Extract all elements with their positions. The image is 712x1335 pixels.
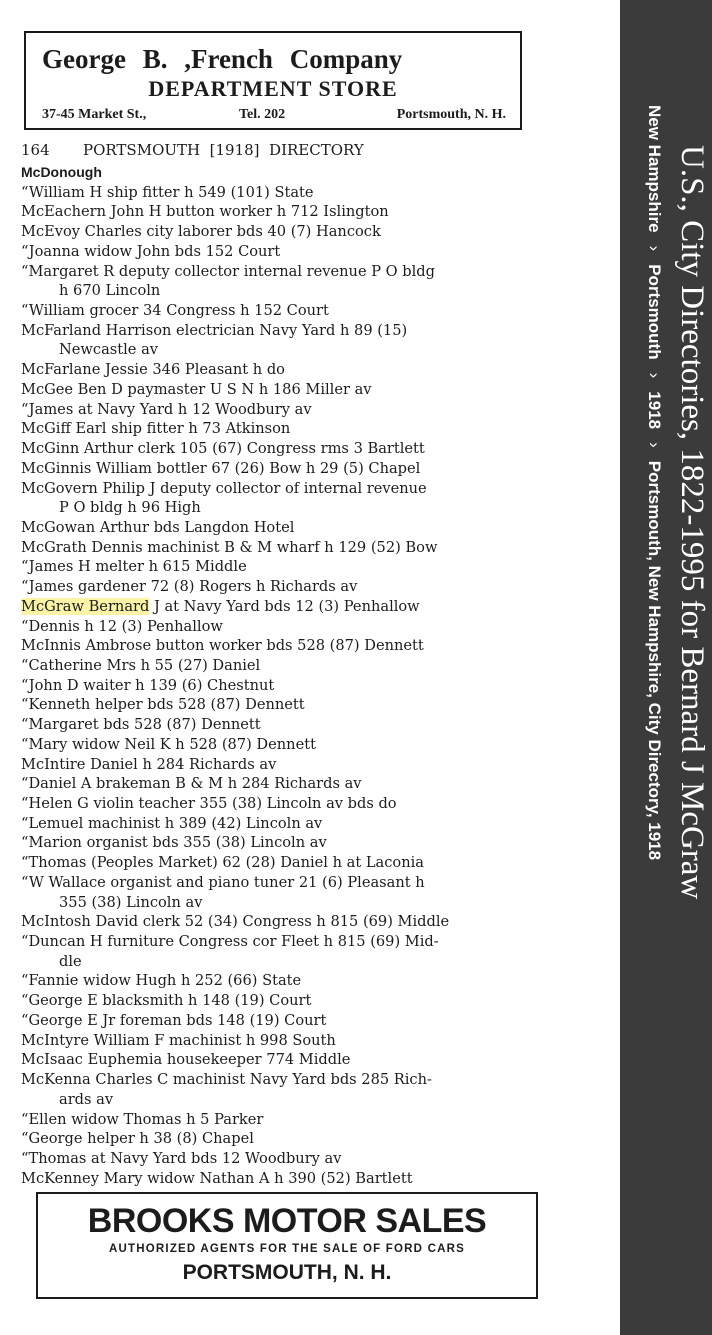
entry-text: Newcastle av [59, 341, 159, 359]
entry-text: “Dennis h 12 (3) Penhallow [21, 617, 223, 635]
directory-entry [21, 1011, 548, 1031]
entry-text: McGee Ben D paymaster U S N h 186 Miller av [21, 380, 372, 398]
entry-text: “Thomas at Navy Yard bds 12 Woodbury av [21, 1149, 342, 1167]
brooks-motor-advertisement [36, 1192, 538, 1299]
entry-text: McEvoy Charles city laborer bds 40 (7) Hancock [21, 223, 381, 241]
directory-entry [21, 557, 548, 577]
directory-entry [21, 340, 548, 360]
ad-address: 37-45 Market St., [42, 107, 147, 122]
directory-entry [21, 400, 548, 420]
breadcrumb [642, 105, 666, 1075]
directory-entry [21, 1031, 548, 1051]
directory-entry [21, 636, 548, 656]
entry-text: “Thomas (Peoples Market) 62 (28) Daniel h at Laconia [21, 854, 424, 872]
directory-entry [21, 222, 548, 242]
entry-text: “George helper h 38 (8) Chapel [21, 1130, 254, 1148]
entry-text: McGiff Earl ship fitter h 73 Atkinson [21, 420, 291, 438]
entry-text: “George E blacksmith h 148 (19) Court [21, 992, 312, 1010]
ad-business-name: BROOKS MOTOR SALES [87, 1202, 487, 1240]
entry-text: “Mary widow Neil K h 528 (87) Dennett [21, 735, 316, 753]
highlighted-entry [21, 597, 548, 617]
directory-entry [21, 794, 548, 814]
breadcrumb-separator-icon: › [645, 442, 664, 448]
entry-text: McKenna Charles C machinist Navy Yard bds 285 Rich- [21, 1071, 432, 1089]
sidebar-rotated-text [642, 105, 712, 1075]
entry-text: “Duncan H furniture Congress cor Fleet h 815 (69) Mid- [21, 933, 439, 951]
directory-entry [21, 912, 548, 932]
directory-entry [21, 577, 548, 597]
entry-text: “Daniel A brakeman B & M h 284 Richards av [21, 775, 362, 793]
directory-entry [21, 617, 548, 637]
entry-text: “James H melter h 615 Middle [21, 558, 247, 576]
directory-entry [21, 538, 548, 558]
directory-entry [21, 774, 548, 794]
directory-entry [21, 360, 548, 380]
directory-entry [21, 202, 548, 222]
entry-text: McGinnis William bottler 67 (26) Bow h 29 (5) Chapel [21, 459, 421, 477]
french-company-advertisement [24, 31, 522, 130]
entry-text: McInnis Ambrose button worker bds 528 (87) Dennett [21, 637, 424, 655]
ad-store-type: DEPARTMENT STORE [148, 76, 398, 101]
entry-text: McKenney Mary widow Nathan A h 390 (52) Bartlett [21, 1169, 413, 1187]
entry-text: “Catherine Mrs h 55 (27) Daniel [21, 656, 261, 674]
breadcrumb-separator-icon: › [645, 372, 664, 379]
surname-heading [21, 163, 548, 183]
directory-entry [21, 695, 548, 715]
entry-text: McEachern John H button worker h 712 Islington [21, 203, 389, 221]
entry-text: “Fannie widow Hugh h 252 (66) State [21, 972, 302, 990]
entry-text: “W Wallace organist and piano tuner 21 (6) Pleasant h [21, 873, 425, 891]
ad-city: Portsmouth, N. H. [396, 107, 506, 122]
entry-text: “Margaret bds 528 (87) Dennett [21, 716, 261, 734]
directory-entry [21, 971, 548, 991]
search-match-highlight[interactable]: McGraw Bernard [21, 597, 150, 615]
directory-entry [21, 479, 548, 499]
directory-entry [21, 1149, 548, 1169]
entry-text: “George E Jr foreman bds 148 (19) Court [21, 1011, 327, 1029]
breadcrumb-link[interactable]: Portsmouth [645, 264, 664, 360]
directory-entry [21, 932, 548, 952]
ad-telephone: Tel. 202 [239, 107, 286, 122]
entry-text: ards av [59, 1090, 114, 1108]
directory-entry [21, 1169, 548, 1189]
entry-text: “James at Navy Yard h 12 Woodbury av [21, 400, 312, 418]
entry-text: “Margaret R deputy collector internal revenue P O bldg [21, 262, 435, 280]
entry-text: “James gardener 72 (8) Rogers h Richards av [21, 578, 358, 596]
directory-entry [21, 656, 548, 676]
directory-entry [21, 459, 548, 479]
entry-text: McGovern Philip J deputy collector of internal revenue [21, 479, 427, 497]
entry-text: McFarlane Jessie 346 Pleasant h do [21, 361, 285, 379]
breadcrumb-link[interactable]: 1918 [645, 391, 664, 430]
breadcrumb-link[interactable]: Portsmouth, New Hampshire, City Directory, 1918 [645, 460, 664, 861]
entry-text: McIsaac Euphemia housekeeper 774 Middle [21, 1051, 351, 1069]
entry-text: McFarland Harrison electrician Navy Yard h 89 (15) [21, 321, 408, 339]
entry-text: P O bldg h 96 High [59, 499, 201, 517]
directory-entry [21, 833, 548, 853]
entry-text: “Lemuel machinist h 389 (42) Lincoln av [21, 814, 323, 832]
directory-entry [21, 735, 548, 755]
directory-entry [21, 1070, 548, 1090]
directory-entry [21, 439, 548, 459]
entry-text: McGrath Dennis machinist B & M wharf h 129 (52) Bow [21, 538, 438, 556]
breadcrumb-separator-icon: › [645, 245, 664, 252]
directory-entry [21, 1129, 548, 1149]
directory-entry [21, 676, 548, 696]
directory-entry [21, 1050, 548, 1070]
directory-entry [21, 183, 548, 203]
directory-entry [21, 321, 548, 341]
entry-text: “William H ship fitter h 549 (101) State [21, 183, 314, 201]
entry-text: J at Navy Yard bds 12 (3) Penhallow [149, 597, 420, 615]
ad-location: PORTSMOUTH, N. H. [182, 1261, 392, 1284]
entry-text: McIntosh David clerk 52 (34) Congress h 815 (69) Middle [21, 913, 450, 931]
entry-text: McGinn Arthur clerk 105 (67) Congress rms 3 Bartlett [21, 440, 425, 458]
breadcrumb-link[interactable]: New Hampshire [645, 105, 664, 233]
directory-entries [21, 163, 548, 1188]
entry-text: McIntyre William F machinist h 998 South [21, 1031, 336, 1049]
collection-title: U.S., City Directories, 1822-1995 for Bernard J McGraw [674, 145, 710, 900]
entry-text: “Ellen widow Thomas h 5 Parker [21, 1110, 264, 1128]
directory-entry [21, 242, 548, 262]
entry-text: dle [59, 952, 82, 970]
directory-entry [21, 498, 548, 518]
directory-entry [21, 1110, 548, 1130]
directory-entry [21, 873, 548, 893]
record-sidebar [620, 0, 712, 1335]
entry-text: “Helen G violin teacher 355 (38) Lincoln av bds do [21, 795, 397, 812]
entry-text: “William grocer 34 Congress h 152 Court [21, 302, 329, 320]
entry-text: McIntire Daniel h 284 Richards av [21, 755, 277, 773]
ad-company-name: George B. ,French Company [42, 44, 403, 74]
ad-tagline: AUTHORIZED AGENTS FOR THE SALE OF FORD CARS [109, 1243, 465, 1255]
directory-entry [21, 301, 548, 321]
directory-entry [21, 893, 548, 913]
directory-entry [21, 991, 548, 1011]
directory-entry [21, 518, 548, 538]
directory-entry [21, 853, 548, 873]
directory-entry [21, 380, 548, 400]
directory-entry [21, 419, 548, 439]
entry-text: “John D waiter h 139 (6) Chestnut [21, 676, 275, 694]
entry-text: h 670 Lincoln [59, 282, 161, 300]
entry-text: “Marion organist bds 355 (38) Lincoln av [21, 834, 327, 852]
entry-text: 355 (38) Lincoln av [59, 893, 203, 911]
entry-text: McGowan Arthur bds Langdon Hotel [21, 518, 295, 536]
directory-entry [21, 281, 548, 301]
page-running-head: 164 PORTSMOUTH [1918] DIRECTORY [21, 141, 364, 159]
directory-entry [21, 1090, 548, 1110]
entry-text: McDonough [21, 164, 102, 180]
directory-entry [21, 814, 548, 834]
entry-text: “Joanna widow John bds 152 Court [21, 242, 281, 260]
directory-entry [21, 262, 548, 282]
directory-entry [21, 755, 548, 775]
directory-entry [21, 952, 548, 972]
entry-text: “Kenneth helper bds 528 (87) Dennett [21, 696, 305, 714]
directory-entry [21, 715, 548, 735]
